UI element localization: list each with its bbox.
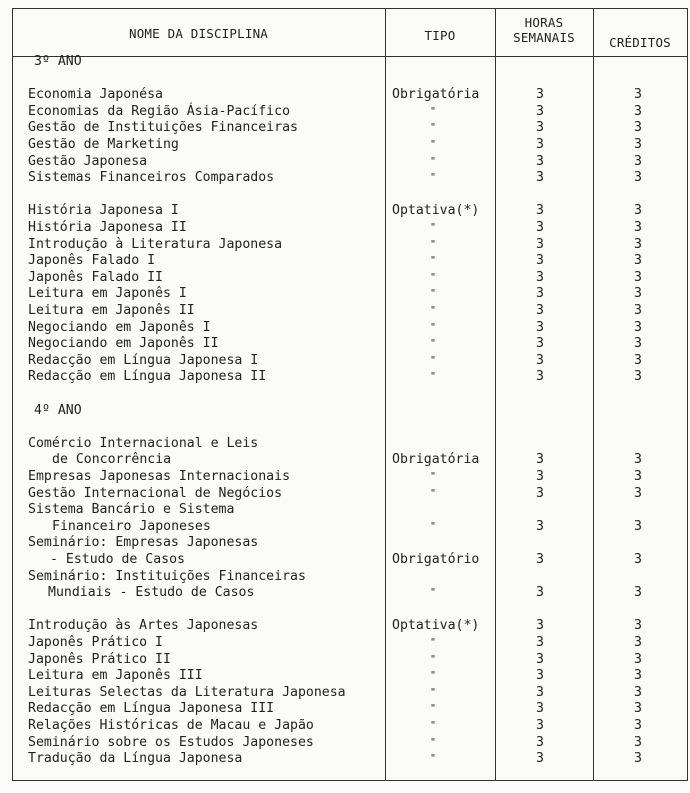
tipo-cell: " <box>430 172 437 184</box>
creditos-cell: 3 <box>634 103 642 119</box>
horas-cell: 3 <box>536 220 544 235</box>
creditos-cell: 3 <box>634 87 642 103</box>
tipo-cell: " <box>430 653 437 665</box>
horas-cell: 3 <box>536 286 544 302</box>
creditos-cell: 3 <box>634 153 642 169</box>
table-row <box>0 569 690 586</box>
year-heading-row <box>0 54 690 71</box>
creditos-cell: 3 <box>634 303 642 318</box>
tipo-cell: " <box>430 122 437 134</box>
discipline-name: Redacção em Língua Japonesa III <box>28 701 275 717</box>
discipline-name: Seminário sobre os Estudos Japoneses <box>28 734 314 750</box>
discipline-name: Sistemas Financeiros Comparados <box>28 170 275 186</box>
table-row <box>0 502 690 519</box>
horas-cell: 3 <box>536 352 544 368</box>
table-row <box>0 87 690 104</box>
horas-cell: 3 <box>536 303 544 318</box>
tipo-cell: " <box>430 487 437 499</box>
creditos-cell: 3 <box>634 236 642 252</box>
table-row <box>0 751 690 768</box>
spacer-row <box>0 71 690 88</box>
creditos-cell: 3 <box>634 170 642 186</box>
tipo-cell: Obrigatória <box>392 87 480 103</box>
horas-cell: 3 <box>536 651 544 667</box>
creditos-cell: 3 <box>634 120 642 136</box>
discipline-name: Leitura em Japonês II <box>28 303 195 318</box>
discipline-name: Introdução à Literatura Japonesa <box>28 236 283 252</box>
discipline-name: Leituras Selectas da Literatura Japonesa <box>28 684 346 700</box>
table-row <box>0 618 690 635</box>
discipline-name: de Concorrência <box>52 452 172 468</box>
horas-cell: 3 <box>536 518 544 534</box>
horas-cell: 3 <box>536 203 544 219</box>
table-row <box>0 220 690 237</box>
tipo-cell: " <box>430 520 437 532</box>
horas-cell: 3 <box>536 236 544 252</box>
creditos-cell: 3 <box>634 319 642 335</box>
discipline-name: Japonês Falado II <box>28 269 163 285</box>
table-row <box>0 237 690 254</box>
tipo-cell: " <box>430 271 437 283</box>
creditos-cell: 3 <box>634 734 642 750</box>
tipo-cell: " <box>430 222 437 233</box>
creditos-cell: 3 <box>634 452 642 468</box>
creditos-cell: 3 <box>634 203 642 219</box>
tipo-cell: " <box>430 155 437 167</box>
discipline-name: Gestão Japonesa <box>28 153 148 169</box>
discipline-name: Leitura em Japonês I <box>28 286 187 302</box>
creditos-cell: 3 <box>634 718 642 733</box>
tipo-cell: " <box>430 354 437 366</box>
horas-cell: 3 <box>536 153 544 169</box>
tipo-cell: " <box>430 321 437 333</box>
table-row <box>0 585 690 602</box>
table-row <box>0 336 690 353</box>
spacer-row <box>0 187 690 204</box>
horas-cell: 3 <box>536 668 544 684</box>
table-row <box>0 303 690 320</box>
year-label: 4º ANO <box>34 402 82 418</box>
table-row <box>0 270 690 287</box>
tipo-cell: Optativa(*) <box>392 618 480 634</box>
discipline-name: Japonês Prático II <box>28 651 171 667</box>
horas-cell: 3 <box>536 585 544 601</box>
horas-cell: 3 <box>536 718 544 733</box>
table-row <box>0 452 690 469</box>
horas-cell: 3 <box>536 635 544 650</box>
table-row <box>0 286 690 303</box>
tipo-cell: " <box>430 238 437 250</box>
header-horas: HORAS <box>524 15 564 30</box>
tipo-cell: " <box>430 686 437 698</box>
table-row <box>0 320 690 337</box>
creditos-cell: 3 <box>634 585 642 601</box>
header-nome-da-disciplina: NOME DA DISCIPLINA <box>128 26 269 41</box>
horas-cell: 3 <box>536 734 544 750</box>
table-row <box>0 685 690 702</box>
horas-cell: 3 <box>536 269 544 285</box>
horas-cell: 3 <box>536 319 544 335</box>
horas-cell: 3 <box>536 170 544 186</box>
table-top-border <box>12 8 688 9</box>
discipline-name: Japonês Prático I <box>28 635 163 650</box>
discipline-name: Gestão Internacional de Negócios <box>28 485 283 501</box>
tipo-cell: Optativa(*) <box>392 203 480 219</box>
horas-cell: 3 <box>536 120 544 136</box>
creditos-cell: 3 <box>634 269 642 285</box>
header-tipo: TIPO <box>424 28 456 43</box>
tipo-cell: " <box>430 305 437 316</box>
creditos-cell: 3 <box>634 286 642 302</box>
table-row <box>0 668 690 685</box>
spacer-row <box>0 419 690 436</box>
discipline-name: Economia Japonésa <box>28 87 163 103</box>
table-row <box>0 469 690 486</box>
creditos-cell: 3 <box>634 336 642 352</box>
horas-cell: 3 <box>536 103 544 119</box>
table-row <box>0 369 690 386</box>
table-row <box>0 203 690 220</box>
horas-cell: 3 <box>536 485 544 501</box>
horas-cell: 3 <box>536 253 544 269</box>
discipline-name: Gestão de Marketing <box>28 137 179 152</box>
discipline-name: Tradução da Língua Japonesa <box>28 751 243 767</box>
discipline-name: Negociando em Japonês II <box>28 336 219 352</box>
creditos-cell: 3 <box>634 751 642 767</box>
tipo-cell: " <box>430 255 437 267</box>
discipline-name: Economias da Região Ásia-Pacífico <box>28 103 291 119</box>
tipo-cell: " <box>430 753 437 765</box>
horas-cell: 3 <box>536 684 544 700</box>
discipline-name: Leitura em Japonês III <box>28 668 203 684</box>
creditos-cell: 3 <box>634 701 642 717</box>
tipo-cell: " <box>430 288 437 300</box>
discipline-name: História Japonesa II <box>28 220 187 235</box>
table-row <box>0 735 690 752</box>
discipline-name: Mundiais - Estudo de Casos <box>48 585 255 601</box>
discipline-name: Financeiro Japoneses <box>52 518 211 534</box>
year-label: 3º ANO <box>34 54 82 69</box>
discipline-name: História Japonesa I <box>28 203 179 219</box>
creditos-cell: 3 <box>634 253 642 269</box>
table-row <box>0 486 690 503</box>
table-row <box>0 552 690 569</box>
horas-cell: 3 <box>536 469 544 484</box>
discipline-name: Seminário: Instituições Financeiras <box>28 568 306 584</box>
tipo-cell: " <box>430 736 437 748</box>
horas-cell: 3 <box>536 751 544 767</box>
header-semanais: SEMANAIS <box>513 30 575 45</box>
table-bottom-border <box>12 780 688 781</box>
discipline-name: Negociando em Japonês I <box>28 319 211 335</box>
tipo-cell: " <box>430 587 437 599</box>
table-row <box>0 701 690 718</box>
creditos-cell: 3 <box>634 684 642 700</box>
tipo-cell: " <box>430 371 437 383</box>
horas-cell: 3 <box>536 552 544 567</box>
table-row <box>0 718 690 735</box>
table-row <box>0 652 690 669</box>
horas-cell: 3 <box>536 87 544 103</box>
creditos-cell: 3 <box>634 469 642 484</box>
table-row <box>0 137 690 154</box>
discipline-name: Relações Históricas de Macau e Japão <box>28 718 314 733</box>
year-heading-row <box>0 403 690 420</box>
spacer-row <box>0 602 690 619</box>
discipline-name: Comércio Internacional e Leis <box>28 435 259 451</box>
table-row <box>0 635 690 652</box>
tipo-cell: " <box>430 637 437 648</box>
horas-cell: 3 <box>536 618 544 634</box>
header-creditos: CRÉDITOS <box>609 35 671 50</box>
spacer-row <box>0 386 690 403</box>
table-row <box>0 170 690 187</box>
table-row <box>0 154 690 171</box>
tipo-cell: Obrigatória <box>392 452 480 468</box>
table-row <box>0 535 690 552</box>
horas-cell: 3 <box>536 137 544 152</box>
discipline-name: Seminário: Empresas Japonesas <box>28 535 259 551</box>
creditos-cell: 3 <box>634 518 642 534</box>
discipline-name: Redacção em Língua Japonesa I <box>28 352 259 368</box>
creditos-cell: 3 <box>634 220 642 235</box>
discipline-name: - Estudo de Casos <box>50 552 185 567</box>
horas-cell: 3 <box>536 336 544 352</box>
horas-cell: 3 <box>536 452 544 468</box>
tipo-cell: " <box>430 720 437 731</box>
horas-cell: 3 <box>536 701 544 717</box>
tipo-cell: " <box>430 338 437 350</box>
discipline-name: Japonês Falado I <box>28 253 156 269</box>
table-row <box>0 253 690 270</box>
discipline-name: Introdução às Artes Japonesas <box>28 618 259 634</box>
table-row <box>0 120 690 137</box>
creditos-cell: 3 <box>634 635 642 650</box>
discipline-name: Gestão de Instituições Financeiras <box>28 120 298 136</box>
creditos-cell: 3 <box>634 137 642 152</box>
creditos-cell: 3 <box>634 618 642 634</box>
creditos-cell: 3 <box>634 651 642 667</box>
table-row <box>0 353 690 370</box>
table-row <box>0 436 690 453</box>
creditos-cell: 3 <box>634 369 642 385</box>
creditos-cell: 3 <box>634 668 642 684</box>
creditos-cell: 3 <box>634 352 642 368</box>
discipline-name: Sistema Bancário e Sistema <box>28 502 235 518</box>
tipo-cell: " <box>430 670 437 682</box>
tipo-cell: Obrigatório <box>392 552 480 567</box>
table-row <box>0 104 690 121</box>
tipo-cell: " <box>430 703 437 715</box>
creditos-cell: 3 <box>634 485 642 501</box>
discipline-name: Empresas Japonesas Internacionais <box>28 469 291 484</box>
tipo-cell: " <box>430 139 437 150</box>
table-row <box>0 519 690 536</box>
horas-cell: 3 <box>536 369 544 385</box>
tipo-cell: " <box>430 105 437 117</box>
discipline-name: Redacção em Língua Japonesa II <box>28 369 267 385</box>
creditos-cell: 3 <box>634 552 642 567</box>
tipo-cell: " <box>430 471 437 482</box>
